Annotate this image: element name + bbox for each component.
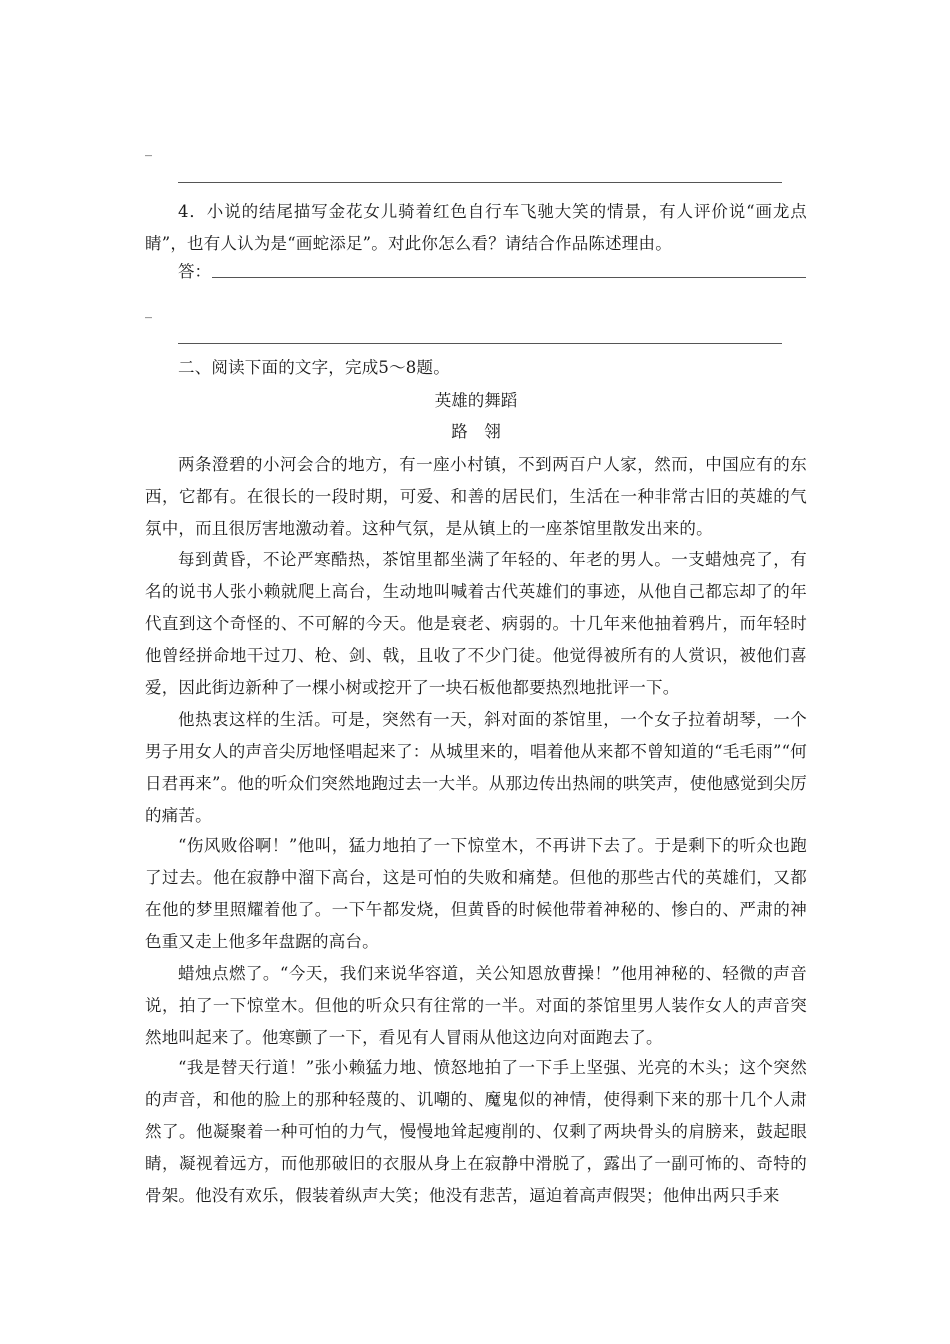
article-paragraph: 每到黄昏，不论严寒酷热，茶馆里都坐满了年轻的、年老的男人。一支蜡烛亮了，有名的说书人张小赖就爬上高台，生动地叫喊着古代英雄们的事迹，从他自己都忘却了的年代直到这个奇怪的、不可解的今天。他是衰老、病弱的。十几年来他抽着鸦片，而年轻时他曾经拼命地干过刀、枪、剑、戟，且收了不少门徒。他觉得被所有的人赏识，被他们喜爱，因此街边新种了一棵小树或挖开了一块石板他都要热烈地批评一下。 [145, 550, 807, 697]
article-paragraph: “我是替天行道！”张小赖猛力地、愤怒地拍了一下手上坚强、光亮的木头；这个突然的声音，和他的脸上的那种轻蔑的、讥嘲的、魔鬼似的神情，使得剩下来的那十几个人肃然了。他凝聚着一种可怕的力气，慢慢地耸起瘦削的、仅剩了两块骨头的肩膀来，鼓起眼睛，凝视着远方，而他那破旧的衣服从身上在寂静中滑脱了，露出了一副可怖的、奇特的骨架。他没有欢乐，假装着纵声大笑；他没有悲苦，逼迫着高声假哭；他伸出两只手来 [145, 1058, 807, 1205]
answer-continuation-mark: _ [145, 303, 152, 319]
article-paragraph: 两条澄碧的小河会合的地方，有一座小村镇，不到两百户人家，然而，中国应有的东西，它都有。在很长的一段时期，可爱、和善的居民们，生活在一种非常古旧的英雄的气氛中，而且很厉害地激动着。这种气氛，是从镇上的一座茶馆里散发出来的。 [145, 455, 807, 538]
question-4: 4．小说的结尾描写金花女儿骑着红色自行车飞驰大笑的情景，有人评价说“画龙点睛”，也有人认为是“画蛇添足”。对此你怎么看？请结合作品陈述理由。 [145, 202, 807, 253]
article-paragraph: “伤风败俗啊！”他叫，猛力地拍了一下惊堂木，不再讲下去了。于是剩下的听众也跑了过去。他在寂静中溜下高台，这是可怕的失败和痛楚。但他的那些古代的英雄们，又都在他的梦里照耀着他了。一下午都发烧，但黄昏的时候他带着神秘的、惨白的、严肃的神色重又走上他多年盘踞的高台。 [145, 836, 807, 951]
section-instruction: 二、阅读下面的文字，完成5～8题。 [178, 358, 450, 377]
article-paragraph: 蜡烛点燃了。“今天，我们来说华容道，关公知恩放曹操！”他用神秘的、轻微的声音说，拍了一下惊堂木。但他的听众只有往常的一半。对面的茶馆里男人装作女人的声音突然地叫起来了。他寒颤了一下，看见有人冒雨从他这边向对面跑去了。 [145, 964, 807, 1047]
article-title: 英雄的舞蹈 [434, 391, 518, 410]
answer-line[interactable] [178, 182, 782, 183]
article-paragraph: 他热衷这样的生活。可是，突然有一天，斜对面的茶馆里，一个女子拉着胡琴，一个男子用女人的声音尖厉地怪唱起来了：从城里来的，唱着他从来都不曾知道的“毛毛雨”“何日君再来”。他的听众们突然地跑过去一大半。从那边传出热闹的哄笑声，使他感觉到尖厉的痛苦。 [145, 710, 807, 825]
answer-line[interactable] [212, 277, 806, 278]
answer-continuation-mark: _ [145, 141, 152, 157]
answer-line[interactable] [178, 343, 782, 344]
answer-label: 答： [178, 262, 211, 281]
article-author: 路 翎 [451, 422, 501, 441]
